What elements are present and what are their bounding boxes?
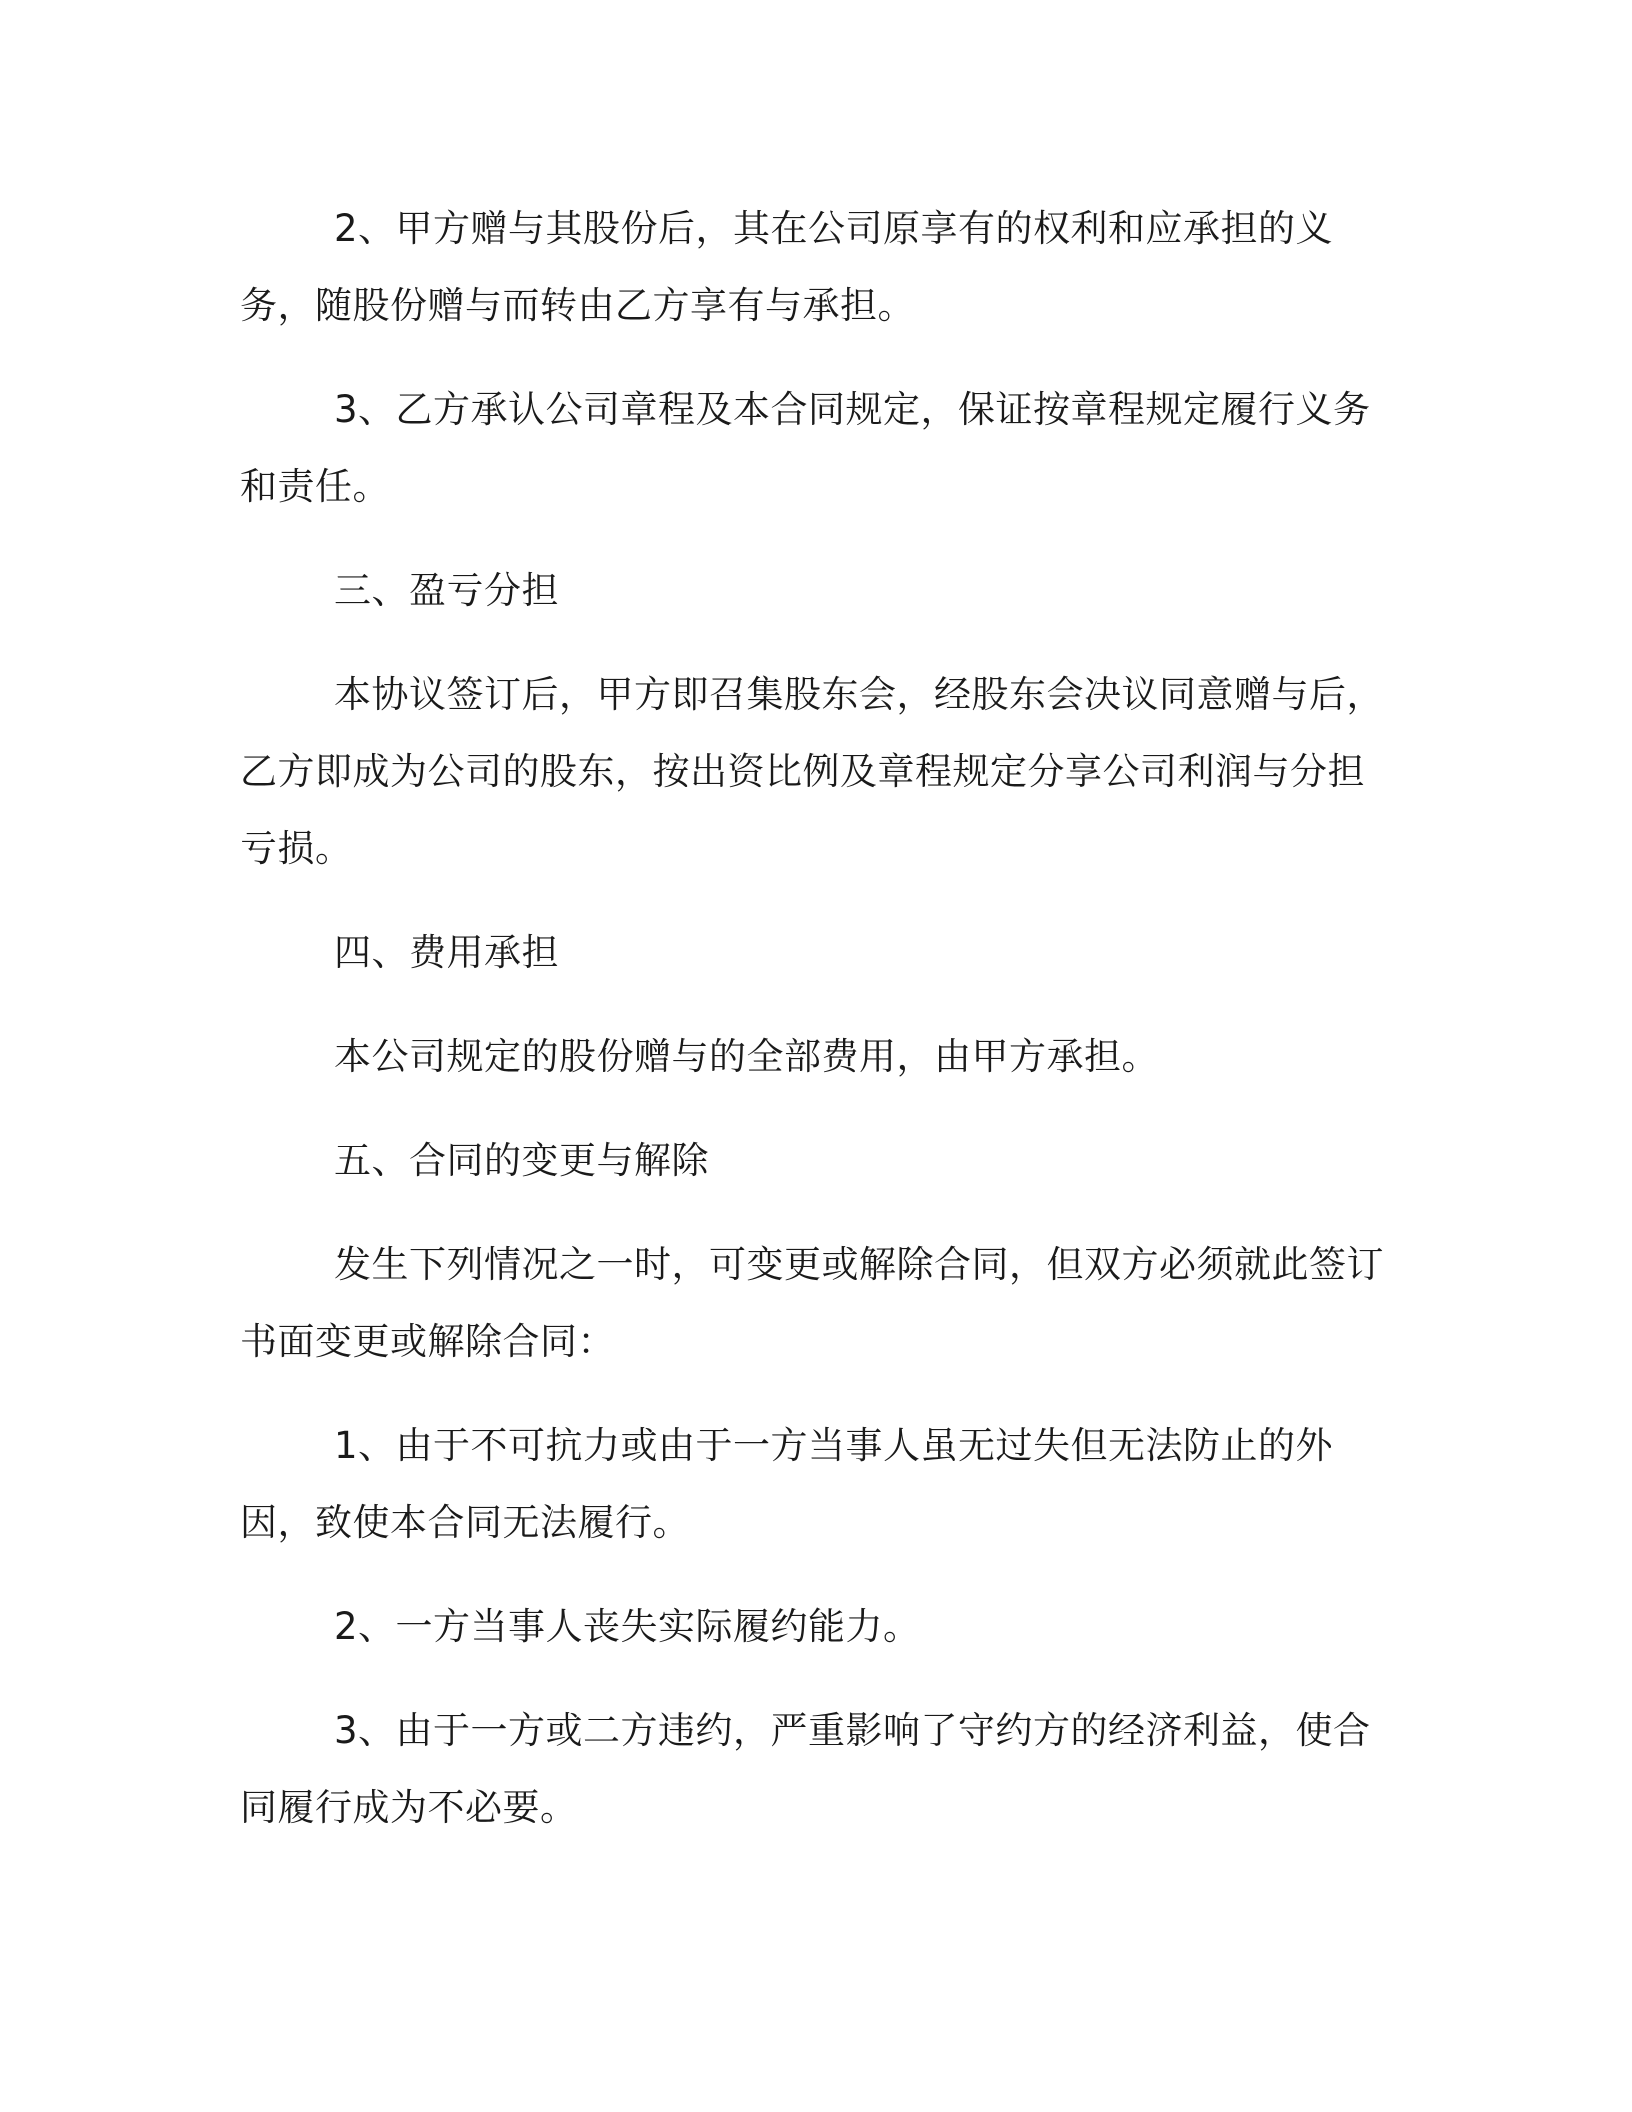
paragraph-loss-capacity: 2、一方当事人丧失实际履约能力。 [334, 1605, 921, 1648]
heading-fees: 四、费用承担 [334, 931, 559, 974]
heading-change-termination: 五、合同的变更与解除 [334, 1139, 709, 1182]
paragraph-acknowledge-articles: 3、乙方承认公司章程及本合同规定，保证按章程规定履行义务和责任。 [240, 388, 1371, 508]
paragraph-fees: 本公司规定的股份赠与的全部费用，由甲方承担。 [334, 1035, 1159, 1078]
paragraph-profit-loss: 本协议签订后，甲方即召集股东会，经股东会决议同意赠与后，乙方即成为公司的股东，按出资比例及章程规定分享公司利润与分担亏损。 [240, 673, 1384, 870]
paragraph-share-transfer-rights: 2、甲方赠与其股份后，其在公司原享有的权利和应承担的义务，随股份赠与而转由乙方享有与承担。 [240, 207, 1334, 327]
document-body [240, 190, 1390, 1846]
paragraph-change-conditions: 发生下列情况之一时，可变更或解除合同，但双方必须就此签订书面变更或解除合同： [240, 1243, 1384, 1363]
paragraph-force-majeure: 1、由于不可抗力或由于一方当事人虽无过失但无法防止的外因，致使本合同无法履行。 [240, 1424, 1334, 1544]
heading-profit-loss: 三、盈亏分担 [334, 569, 559, 612]
paragraph-breach: 3、由于一方或二方违约，严重影响了守约方的经济利益，使合同履行成为不必要。 [240, 1709, 1371, 1829]
